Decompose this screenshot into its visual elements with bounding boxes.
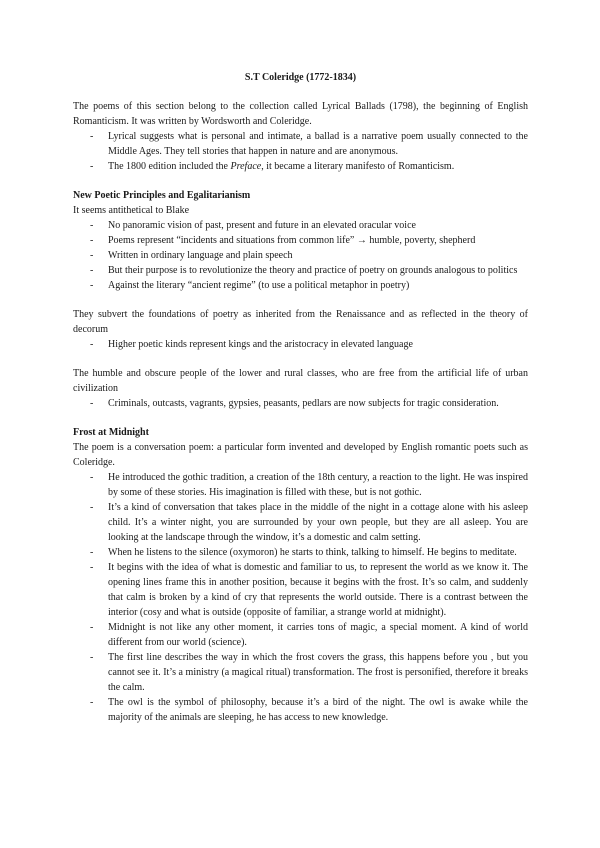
list-item: - But their purpose is to revolutionize the theory and practice of poetry on grounds analogous to politics [90,265,518,276]
section-heading-principles: New Poetic Principles and Egalitarianism [73,190,251,201]
list-item: - Criminals, outcasts, vagrants, gypsies, peasants, pedlars are now subjects for tragic consideration. [90,398,499,409]
section-heading-frost: Frost at Midnight [73,427,149,438]
document-page [73,70,528,725]
list-item: - It begins with the idea of what is domestic and familiar to us, to represent the world as we know it. The opening lines frame this in another position, because it begins with the frost. It’s so calm, and suddenly that calm is broken by a kind of cry that represents the world outside. There is a contrast between the interior (cosy and what is outside (opposite of familiar, a strange world at midnight). [90,562,528,618]
list-item: - No panoramic vision of past, present and future in an elevated oracular voice [90,220,416,231]
intro-paragraph: The poems of this section belong to the collection called Lyrical Ballads (1798), the beginning of English Romanticism. It was written by Wordsworth and Coleridge. [73,101,528,127]
list-item: - The 1800 edition included the Preface, it became a literary manifesto of Romanticism. [90,161,455,172]
subvert-list [73,337,528,352]
list-item: - Written in ordinary language and plain speech [90,250,293,261]
list-item: - Poems represent “incidents and situations from common life” → humble, poverty, shepherd [90,235,476,246]
list-item: - When he listens to the silence (oxymoron) he starts to think, talking to himself. He begins to meditate. [90,547,517,558]
list-item: - It’s a kind of conversation that takes place in the middle of the night in a cottage alone with his asleep child. It’s a winter night, you are surrounded by your own people, but they are all asleep. You are looking at the landscape through the window, it’s a domestic and calm setting. [90,502,528,543]
list-item: - Midnight is not like any other moment, it carries tons of magic, a special moment. A kind of world different from our world (science). [90,622,528,648]
list-item: - The owl is the symbol of philosophy, because it’s a bird of the night. The owl is awake while the majority of the animals are sleeping, he has access to new knowledge. [90,697,528,723]
principles-list [73,218,528,293]
frost-list [73,470,528,725]
list-item: - He introduced the gothic tradition, a creation of the 18th century, a reaction to the light. He was inspired by some of these stories. His imagination is filled with these, but is not gothic. [90,472,528,498]
list-item: - The first line describes the way in which the frost covers the grass, this happens before you , but you cannot see it. It’s a ministry (a magical ritual) transformation. The frost is personified, therefore it breaks the calm. [90,652,528,693]
principles-lead: It seems antithetical to Blake [73,205,190,216]
humble-list [73,396,528,411]
subvert-paragraph: They subvert the foundations of poetry as inherited from the Renaissance and as reflected in the theory of decorum [73,309,528,335]
list-item: - Lyrical suggests what is personal and intimate, a ballad is a narrative poem usually connected to the Middle Ages. They tell stories that happen in nature and are anonymous. [90,131,528,157]
list-item: - Against the literary “ancient regime” (to use a political metaphor in poetry) [90,280,410,291]
frost-lead: The poem is a conversation poem: a particular form invented and developed by English romantic poets such as Coleridge. [73,442,528,468]
preface-italic: Preface [230,161,262,172]
intro-list [73,129,528,174]
list-item: - Higher poetic kinds represent kings and the aristocracy in elevated language [90,339,413,350]
humble-paragraph: The humble and obscure people of the lower and rural classes, who are free from the artificial life of urban civilization [73,368,528,394]
page-title: S.T Coleridge (1772-1834) [244,72,357,83]
